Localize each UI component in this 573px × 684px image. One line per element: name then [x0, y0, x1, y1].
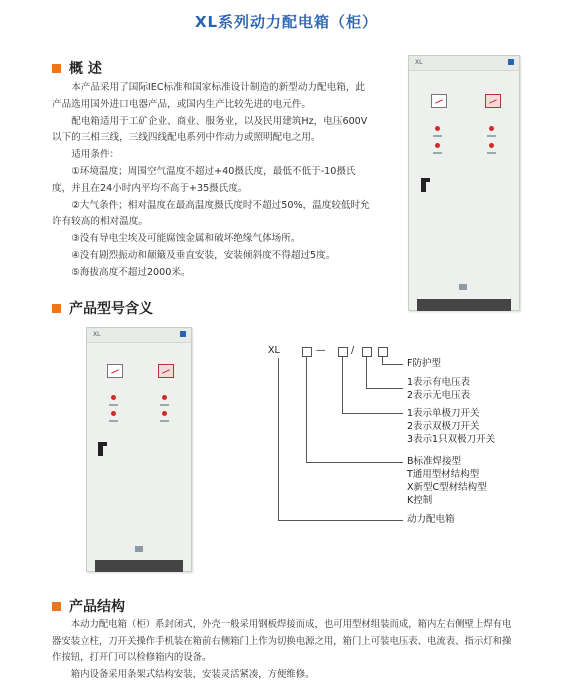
- option-switch-3: 3表示1只双极刀开关: [407, 434, 496, 445]
- square-bullet-icon: [52, 304, 61, 313]
- option-meter-2: 2表示无电压表: [407, 390, 471, 401]
- ammeter-icon: [485, 94, 501, 108]
- section-heading-overview: [52, 58, 102, 78]
- brand-badge-icon: [508, 59, 514, 65]
- condition-4: ④没有剧烈振动和颠簸及垂直安装，安装倾斜度不得超过5度。: [71, 249, 336, 261]
- brand-badge-icon: [180, 331, 186, 337]
- condition-5: ⑤海拔高度不超过2000米。: [71, 266, 191, 278]
- option-x: X新型C型材结构型: [407, 482, 487, 493]
- model-slash: /: [351, 345, 355, 356]
- structure-p2: 箱内设备采用条架式结构安装，安装灵活紧凑，方便维修。: [70, 668, 315, 680]
- voltmeter-icon: [431, 94, 447, 108]
- structure-text: [52, 617, 520, 683]
- voltmeter-icon: [107, 364, 123, 378]
- option-f: F防护型: [407, 358, 441, 369]
- overview-text: [52, 80, 374, 282]
- cabinet-image-top: [408, 55, 520, 311]
- cabinet-label: XL: [93, 331, 101, 338]
- option-switch-2: 2表示双极刀开关: [407, 421, 480, 432]
- section-heading-structure: [52, 596, 125, 616]
- overview-p1: 本产品采用了国际IEC标准和国家标准设计制造的新型动力配电箱，此产品选用国外进口电器产品，或国内生产比较先进的电元件。: [52, 82, 365, 110]
- option-box: 动力配电箱: [407, 514, 455, 525]
- code-box-3: [362, 347, 372, 357]
- overview-p3: 适用条件：: [71, 149, 120, 161]
- condition-2: ②大气条件；相对温度在最高温度摄氏度时不超过50%，温度较低时允许有较高的相对温度。: [52, 199, 370, 228]
- code-box-2: [338, 347, 348, 357]
- model-heading: 产品型号含义: [69, 301, 153, 317]
- condition-3: ③没有导电尘埃及可能腐蚀金属和破坏绝缘气体场所。: [71, 233, 301, 245]
- ammeter-icon: [158, 364, 174, 378]
- indicator-lamp-icon: [435, 126, 440, 131]
- option-t: T通用型材结构型: [407, 469, 480, 480]
- code-box-1: [302, 347, 312, 357]
- indicator-lamp-icon: [489, 126, 494, 131]
- cabinet-label: XL: [415, 59, 423, 66]
- option-switch-1: 1表示单极刀开关: [407, 408, 480, 419]
- condition-1: ①环境温度；周围空气温度不超过+40摄氏度，最低不低于-10摄氏度，并且在24小时内平均不高于+35摄氏度。: [52, 165, 356, 194]
- indicator-lamp-icon: [111, 411, 116, 416]
- page-title: XL系列动力配电箱（柜）: [194, 13, 379, 31]
- code-box-4: [378, 347, 388, 357]
- indicator-lamp-icon: [162, 395, 167, 400]
- option-meter-1: 1表示有电压表: [407, 377, 471, 388]
- structure-heading: 产品结构: [69, 599, 125, 615]
- model-dash: —: [316, 345, 326, 356]
- nameplate-icon: [135, 546, 143, 552]
- structure-p1: 本动力配电箱（柜）系封闭式，外壳一般采用钢板焊接而成，也可用型材组装而成，箱内左右侧壁上焊有电器安装立柱，刀开关操作手机装在箱前右侧箱门上作为切换电源之用，箱门上可装电压表、电流表、指示灯和操作按钮，打开门可以检修箱内的设备。: [52, 619, 512, 663]
- switch-handle-icon: [98, 442, 103, 456]
- overview-heading: 概 述: [69, 61, 102, 77]
- section-heading-model: [52, 298, 153, 318]
- square-bullet-icon: [52, 64, 61, 73]
- indicator-lamp-icon: [111, 395, 116, 400]
- option-k: K控制: [407, 495, 433, 506]
- overview-p2: 配电箱适用于工矿企业、商业、服务业，以及民用建筑Hz，电压600V以下的三相三线，三线四线配电系列中作动力或照明配电之用。: [52, 115, 368, 144]
- switch-handle-icon: [421, 178, 426, 192]
- indicator-lamp-icon: [162, 411, 167, 416]
- indicator-lamp-icon: [435, 143, 440, 148]
- indicator-lamp-icon: [489, 143, 494, 148]
- cabinet-image-middle: [86, 327, 192, 572]
- square-bullet-icon: [52, 602, 61, 611]
- option-b: B标准焊接型: [407, 456, 462, 467]
- model-prefix: XL: [268, 345, 280, 356]
- nameplate-icon: [459, 284, 467, 290]
